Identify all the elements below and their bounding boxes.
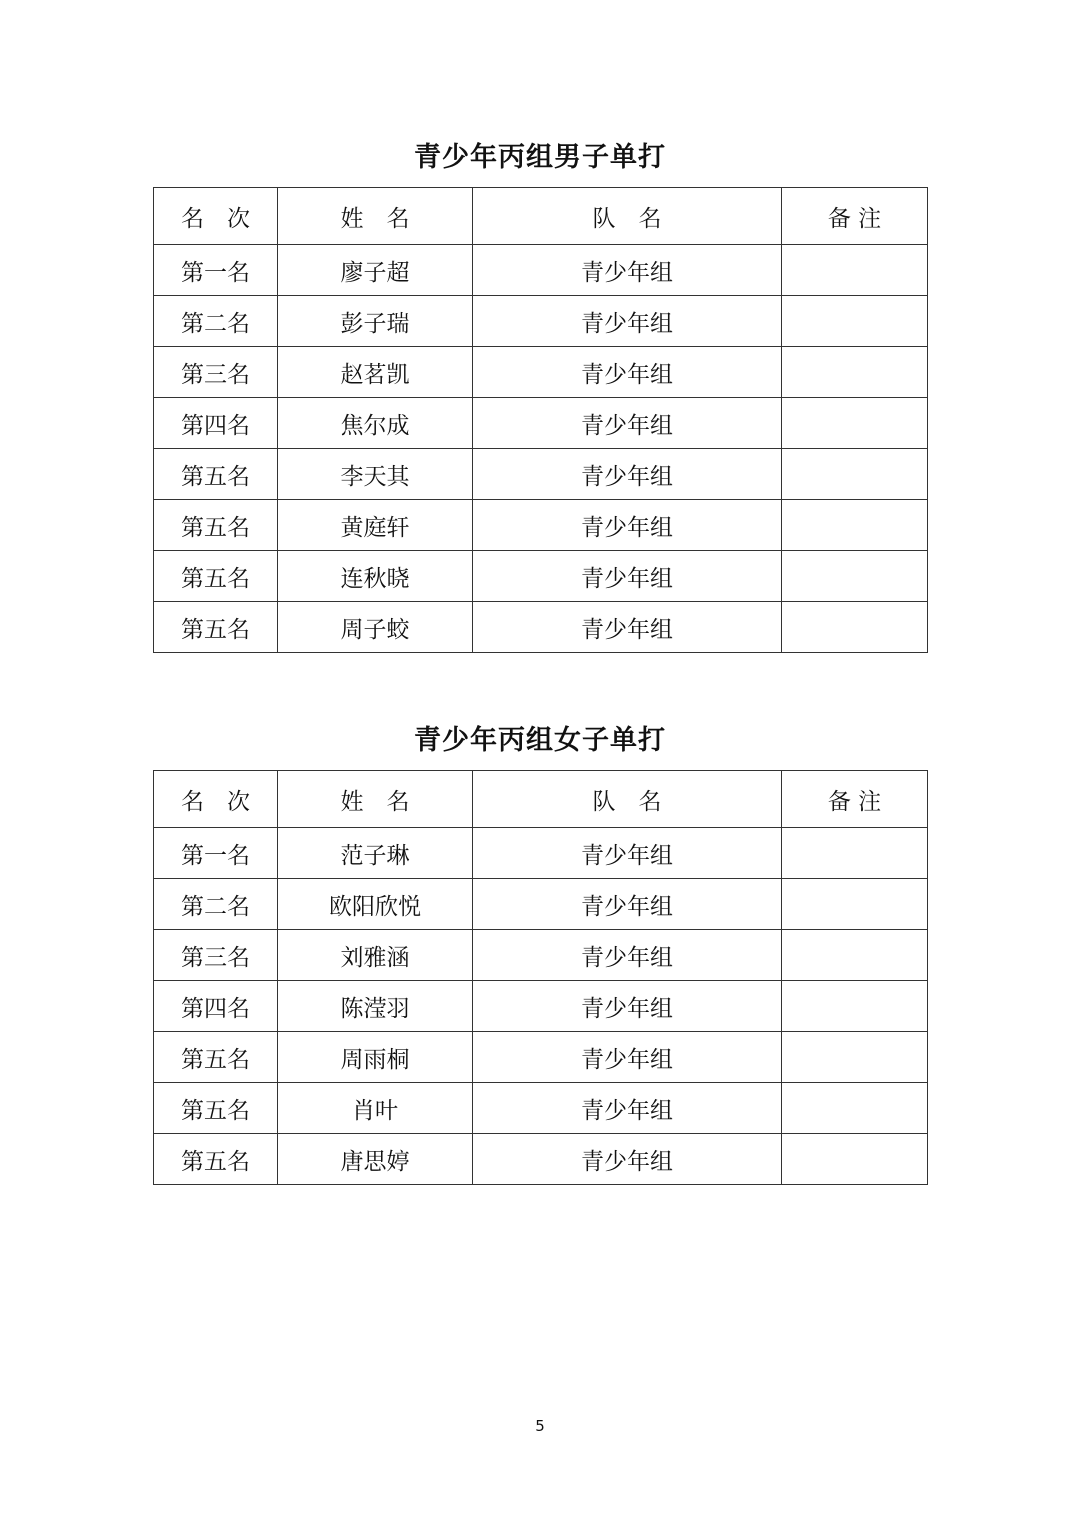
cell-note bbox=[782, 398, 928, 449]
cell-name: 连秋晓 bbox=[278, 551, 473, 602]
cell-rank: 第五名 bbox=[154, 602, 278, 653]
cell-team: 青少年组 bbox=[473, 500, 782, 551]
header-rank: 名 次 bbox=[154, 771, 278, 828]
table-row bbox=[154, 500, 928, 551]
cell-name: 肖叶 bbox=[278, 1083, 473, 1134]
results-table-mens-singles bbox=[153, 187, 928, 653]
cell-name: 周子蛟 bbox=[278, 602, 473, 653]
cell-team: 青少年组 bbox=[473, 602, 782, 653]
cell-name: 赵茗凯 bbox=[278, 347, 473, 398]
table-row bbox=[154, 602, 928, 653]
cell-rank: 第四名 bbox=[154, 398, 278, 449]
cell-team: 青少年组 bbox=[473, 449, 782, 500]
cell-note bbox=[782, 347, 928, 398]
cell-team: 青少年组 bbox=[473, 930, 782, 981]
table-header-row bbox=[154, 188, 928, 245]
cell-note bbox=[782, 500, 928, 551]
cell-team: 青少年组 bbox=[473, 296, 782, 347]
table-row bbox=[154, 296, 928, 347]
header-rank: 名 次 bbox=[154, 188, 278, 245]
cell-note bbox=[782, 930, 928, 981]
cell-team: 青少年组 bbox=[473, 1134, 782, 1185]
table-row bbox=[154, 879, 928, 930]
cell-rank: 第二名 bbox=[154, 879, 278, 930]
cell-rank: 第五名 bbox=[154, 551, 278, 602]
table-row bbox=[154, 449, 928, 500]
cell-team: 青少年组 bbox=[473, 398, 782, 449]
cell-name: 焦尔成 bbox=[278, 398, 473, 449]
cell-note bbox=[782, 879, 928, 930]
header-name: 姓 名 bbox=[278, 188, 473, 245]
table-row bbox=[154, 981, 928, 1032]
cell-rank: 第三名 bbox=[154, 930, 278, 981]
page-number: 5 bbox=[535, 1417, 545, 1435]
cell-rank: 第二名 bbox=[154, 296, 278, 347]
cell-note bbox=[782, 449, 928, 500]
cell-note bbox=[782, 828, 928, 879]
cell-name: 周雨桐 bbox=[278, 1032, 473, 1083]
header-team: 队 名 bbox=[473, 771, 782, 828]
cell-rank: 第五名 bbox=[154, 1032, 278, 1083]
cell-rank: 第五名 bbox=[154, 1134, 278, 1185]
cell-team: 青少年组 bbox=[473, 1083, 782, 1134]
cell-team: 青少年组 bbox=[473, 1032, 782, 1083]
cell-note bbox=[782, 602, 928, 653]
cell-rank: 第四名 bbox=[154, 981, 278, 1032]
cell-rank: 第五名 bbox=[154, 1083, 278, 1134]
cell-name: 李天其 bbox=[278, 449, 473, 500]
cell-note bbox=[782, 551, 928, 602]
cell-team: 青少年组 bbox=[473, 879, 782, 930]
cell-note bbox=[782, 245, 928, 296]
cell-note bbox=[782, 296, 928, 347]
header-note: 备 注 bbox=[782, 188, 928, 245]
cell-name: 欧阳欣悦 bbox=[278, 879, 473, 930]
cell-team: 青少年组 bbox=[473, 828, 782, 879]
cell-team: 青少年组 bbox=[473, 981, 782, 1032]
cell-note bbox=[782, 1032, 928, 1083]
table-row bbox=[154, 828, 928, 879]
cell-team: 青少年组 bbox=[473, 551, 782, 602]
header-team: 队 名 bbox=[473, 188, 782, 245]
table-row bbox=[154, 1083, 928, 1134]
cell-name: 黄庭轩 bbox=[278, 500, 473, 551]
cell-name: 唐思婷 bbox=[278, 1134, 473, 1185]
table-row bbox=[154, 551, 928, 602]
section-title-mens-singles: 青少年丙组男子单打 bbox=[414, 142, 666, 173]
table-row bbox=[154, 398, 928, 449]
section-title-womens-singles: 青少年丙组女子单打 bbox=[414, 725, 666, 756]
cell-note bbox=[782, 981, 928, 1032]
table-row bbox=[154, 245, 928, 296]
table-header-row bbox=[154, 771, 928, 828]
header-name: 姓 名 bbox=[278, 771, 473, 828]
cell-name: 刘雅涵 bbox=[278, 930, 473, 981]
table-row bbox=[154, 1032, 928, 1083]
cell-name: 彭子瑞 bbox=[278, 296, 473, 347]
results-table-womens-singles bbox=[153, 770, 928, 1185]
cell-name: 范子琳 bbox=[278, 828, 473, 879]
table-row bbox=[154, 930, 928, 981]
cell-name: 廖子超 bbox=[278, 245, 473, 296]
cell-rank: 第五名 bbox=[154, 500, 278, 551]
header-note: 备 注 bbox=[782, 771, 928, 828]
cell-name: 陈滢羽 bbox=[278, 981, 473, 1032]
cell-note bbox=[782, 1083, 928, 1134]
cell-team: 青少年组 bbox=[473, 245, 782, 296]
cell-note bbox=[782, 1134, 928, 1185]
cell-rank: 第一名 bbox=[154, 245, 278, 296]
cell-rank: 第三名 bbox=[154, 347, 278, 398]
table-row bbox=[154, 347, 928, 398]
cell-rank: 第一名 bbox=[154, 828, 278, 879]
table-row bbox=[154, 1134, 928, 1185]
cell-rank: 第五名 bbox=[154, 449, 278, 500]
cell-team: 青少年组 bbox=[473, 347, 782, 398]
